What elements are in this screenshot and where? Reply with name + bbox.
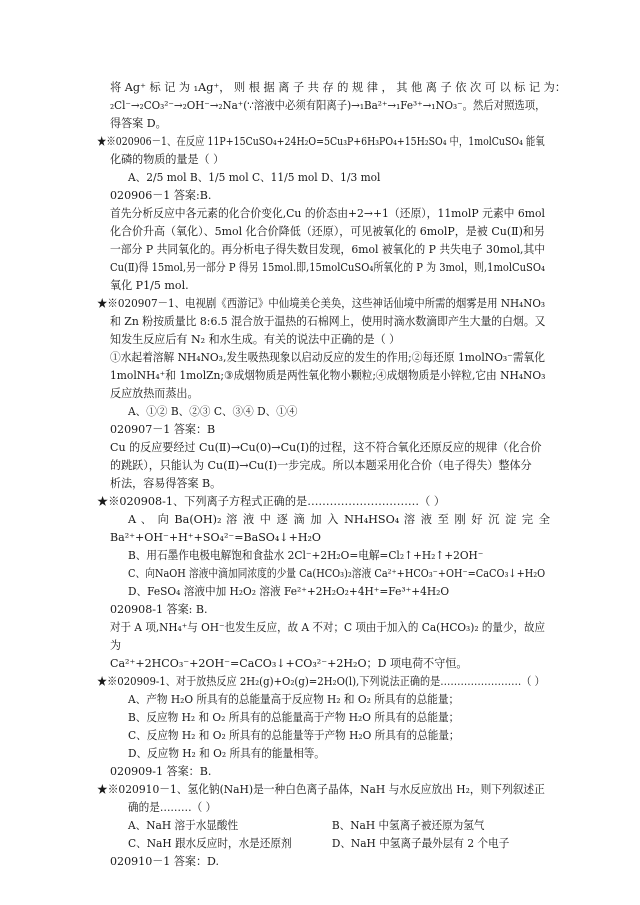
answer-line: 020906－1 答案:B. (110, 189, 212, 202)
text-line: Cu 的反应要经过 Cu(Ⅱ)→Cu(0)→Cu(Ⅰ)的过程，这不符合氧化还原反应的规律（化合价 (110, 441, 542, 454)
option-d: D、NaH 中氢离子最外层有 2 个电子 (331, 837, 510, 850)
text-line: 知发生反应后有 N₂ 和水生成。有关的说法中正确的是（ ） (110, 333, 401, 346)
text-line: 将 Ag⁺ 标 记 为 ₁Ag⁺， 则 根 据 离 子 共 存 的 规 律 ， 其 他 离 子 依 次 可 以 标 记 为： (110, 81, 567, 94)
text-line: 和 Zn 粉按质量比 8:6.5 混合放于温热的石棉网上，使用时滴水数滴即产生大量的白烟。又 (110, 315, 546, 328)
answer-line: 020909-1 答案：B. (110, 765, 212, 778)
text-line: 一部分 P 共同氧化的。再分析电子得失数目发现，6mol 被氧化的 P 共失电子 30mol,其中 (110, 243, 546, 256)
option-b: B、NaH 中氢离子被还原为氢气 (331, 819, 485, 832)
question-020907: ★※020907－1、电视剧《西游记》中仙境美仑美奂，这些神话仙境中所需的烟雾是用 NH₄NO₃ (97, 297, 546, 310)
text-line: 氧化 P1/5 mol. (110, 279, 189, 292)
option-c: C、向NaOH 溶液中滴加同浓度的少量 Ca(HCO₃)₂溶液 Ca²⁺+HCO₃⁻+OH⁻=CaCO₃↓+H₂O (128, 567, 546, 580)
option-d: D、反应物 H₂ 和 O₂ 所具有的能量相等。 (128, 747, 325, 760)
text-line: Ba²⁺+OH⁻+H⁺+SO₄²⁻=BaSO₄↓+H₂O (110, 531, 322, 544)
text-line: ①水起着溶解 NH₄NO₃,发生吸热现象以启动反应的发生的作用;②每还原 1molNO₃⁻需氧化 (110, 351, 545, 364)
option-d: D、FeSO₄ 溶液中加 H₂O₂ 溶液 Fe²⁺+2H₂O₂+4H⁺=Fe³⁺+4H₂O (128, 585, 450, 598)
text-line: ₂Cl⁻→₂CO₃²⁻→₂OH⁻→₂Na⁺(∵溶液中必须有阳离子)→₁Ba²⁺→₁Fe³⁺→₁NO₃⁻。然后对照选项， (110, 99, 546, 112)
text-line: 1molNH₄⁺和 1molZn;③成烟物质是两性氧化物小颗粒;④成烟物质是小锌粒,它由 NH₄NO₃ (110, 369, 546, 382)
option-a: A、产物 H₂O 所具有的总能量高于反应物 H₂ 和 O₂ 所具有的总能量； (128, 693, 460, 706)
question-020908: ★※020908-1、下列离子方程式正确的是…………………………（ ） (97, 495, 446, 508)
text-line: 为 (110, 639, 122, 652)
question-020909: ★※020909-1、对于放热反应 2H₂(g)+O₂(g)=2H₂O(l),下列说法正确的是……………………（ ） (97, 675, 545, 688)
text-line: 首先分析反应中各元素的化合价变化,Cu 的价态由+2→+1（还原），11molP 元素中 6mol (110, 207, 545, 220)
text-line: 对于 A 项,NH₄⁺与 OH⁻也发生反应，故 A 不对；C 项由于加入的 Ca(HCO₃)₂ 的量少，故应 (110, 621, 546, 634)
text-line: 反应放热而蒸出。 (110, 387, 199, 400)
text-line: Cu(Ⅱ)得 15mol,另一部分 P 得另 15mol.即,15molCuSO₄所氧化的 P 为 3mol，则,1molCuSO₄ (110, 261, 545, 274)
answer-line: 020910－1 答案：D. (110, 855, 220, 868)
answer-line: 020908-1 答案: B. (110, 603, 208, 616)
option-c: C、反应物 H₂ 和 O₂ 所具有的总能量等于产物 H₂O 所具有的总能量； (128, 729, 460, 742)
options-row (128, 835, 545, 853)
options-line: A、①② B、②③ C、③④ D、①④ (128, 405, 298, 418)
option-b: B、反应物 H₂ 和 O₂ 所具有的总能量高于产物 H₂O 所具有的总能量； (128, 711, 460, 724)
text-line: 的跳跃），只能认为 Cu(Ⅱ)→Cu(Ⅰ)一步完成。所以本题采用化合价（电子得失）整体分 (110, 459, 532, 472)
text-line: 化合价升高（氧化）、5mol 化合价降低（还原），可见被氧化的 6molP，是被 Cu(Ⅱ)和另 (110, 225, 545, 238)
text-line: 得答案 D。 (110, 117, 167, 130)
answer-line: 020907－1 答案：B (110, 423, 216, 436)
text-line: Ca²⁺+2HCO₃⁻+2OH⁻=CaCO₃↓+CO₃²⁻+2H₂O；D 项电荷不守恒。 (110, 657, 468, 670)
option-a: A、NaH 溶于水显酸性 (128, 819, 239, 832)
question-020910: ★※020910－1、氢化钠(NaH)是一种白色离子晶体，NaH 与水反应放出 H₂，则下列叙述正 (97, 783, 545, 796)
text-line: 析法，容易得答案 B。 (110, 477, 222, 490)
option-a: A 、 向 Ba(OH)₂ 溶 液 中 逐 滴 加 入 NH₄HSO₄ 溶 液 至 刚 好 沉 淀 完 全 (128, 513, 550, 526)
text-line: 化磷的物质的量是（ ） (110, 153, 225, 166)
options-line: A、2/5 mol B、1/5 mol C、11/5 mol D、1/3 mol (128, 171, 381, 184)
option-c: C、NaH 跟水反应时，水是还原剂 (128, 837, 292, 850)
option-b: B、用石墨作电极电解饱和食盐水 2Cl⁻+2H₂O=电解=Cl₂↑+H₂↑+2OH⁻ (128, 549, 484, 562)
options-row (128, 817, 545, 835)
question-020906: ★※020906－1、在反应 11P+15CuSO₄+24H₂O=5Cu₃P+6H₃PO₄+15H₂SO₄ 中，1molCuSO₄ 能氧 (97, 135, 545, 148)
text-line: 确的是………（ ） (128, 801, 217, 814)
